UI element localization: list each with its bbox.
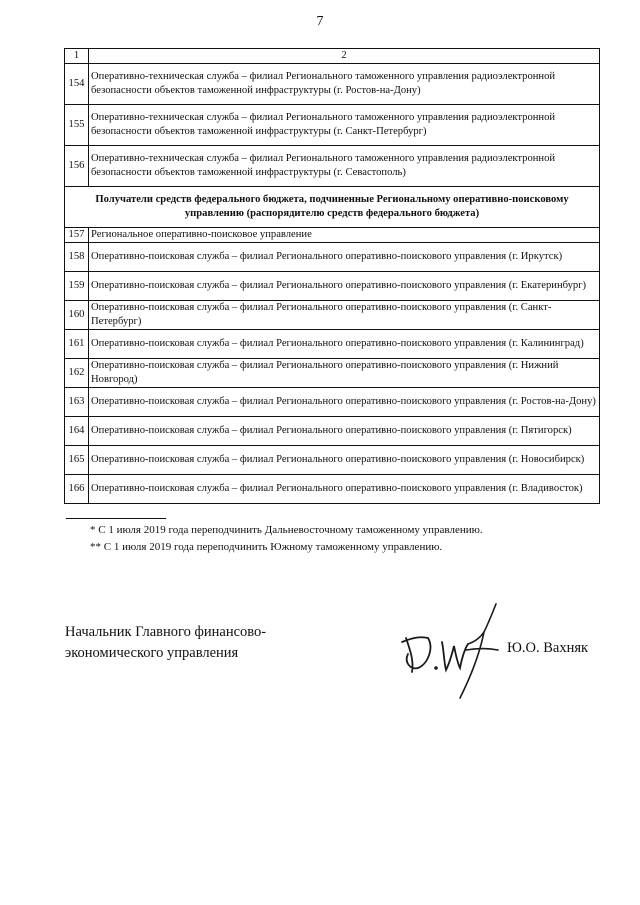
row-text: Оперативно-техническая служба – филиал Регионального таможенного управления радиоэлектронной безопасности объектов таможенной инфраструктуры (г. Ростов-на-Дону) (89, 64, 600, 105)
table-row (65, 228, 600, 243)
table-row (65, 301, 600, 330)
row-number: 161 (65, 330, 89, 359)
table-row (65, 417, 600, 446)
table-row (65, 146, 600, 187)
table-row (65, 64, 600, 105)
footnote-2: ** С 1 июля 2019 года переподчинить Южному таможенному управлению. (90, 541, 443, 553)
row-text: Оперативно-поисковая служба – филиал Регионального оперативно-поискового управления (г. Ростов-на-Дону) (89, 388, 600, 417)
row-number: 155 (65, 105, 89, 146)
signatory-title-line-1: Начальник Главного финансово- (65, 624, 267, 640)
row-number: 158 (65, 243, 89, 272)
page-number: 7 (316, 14, 324, 29)
table-row (65, 272, 600, 301)
handwritten-signature (388, 598, 508, 708)
row-text: Оперативно-поисковая служба – филиал Регионального оперативно-поискового управления (г. Иркутск) (89, 243, 600, 272)
row-text: Оперативно-поисковая служба – филиал Регионального оперативно-поискового управления (г. Владивосток) (89, 475, 600, 504)
section-heading-row (65, 187, 600, 228)
row-number: 165 (65, 446, 89, 475)
row-text: Региональное оперативно-поисковое управление (89, 228, 600, 243)
row-number: 159 (65, 272, 89, 301)
footnote-divider (66, 518, 166, 519)
footnotes (64, 518, 600, 556)
signatory-title-line-2: экономического управления (65, 645, 239, 661)
signatory-title (65, 622, 266, 664)
row-text: Оперативно-поисковая служба – филиал Регионального оперативно-поискового управления (г. Пятигорск) (89, 417, 600, 446)
row-text: Оперативно-поисковая служба – филиал Регионального оперативно-поискового управления (г. Екатеринбург) (89, 272, 600, 301)
row-text: Оперативно-поисковая служба – филиал Регионального оперативно-поискового управления (г. Санкт-Петербург) (89, 301, 600, 330)
row-text: Оперативно-поисковая служба – филиал Регионального оперативно-поискового управления (г. Новосибирск) (89, 446, 600, 475)
row-number: 164 (65, 417, 89, 446)
row-number: 166 (65, 475, 89, 504)
recipients-table (64, 48, 600, 504)
table-row (65, 105, 600, 146)
table-row (65, 330, 600, 359)
signatory-name: Ю.О. Вахняк (507, 640, 589, 656)
table-row (65, 475, 600, 504)
column-header-1: 1 (65, 49, 89, 64)
row-number: 154 (65, 64, 89, 105)
row-number: 157 (65, 228, 89, 243)
row-number: 160 (65, 301, 89, 330)
table-row (65, 388, 600, 417)
footnote-1: * С 1 июля 2019 года переподчинить Дальневосточному таможенному управлению. (90, 524, 483, 536)
column-header-2: 2 (89, 49, 600, 64)
section-heading: Получатели средств федерального бюджета, подчиненные Региональному оперативно-поисковому управлению (распорядителю средств федерального бюджета) (65, 187, 600, 228)
table-row (65, 243, 600, 272)
row-number: 156 (65, 146, 89, 187)
row-text: Оперативно-техническая служба – филиал Регионального таможенного управления радиоэлектронной безопасности объектов таможенной инфраструктуры (г. Севастополь) (89, 146, 600, 187)
row-text: Оперативно-техническая служба – филиал Регионального таможенного управления радиоэлектронной безопасности объектов таможенной инфраструктуры (г. Санкт-Петербург) (89, 105, 600, 146)
row-text: Оперативно-поисковая служба – филиал Регионального оперативно-поискового управления (г. Калининград) (89, 330, 600, 359)
row-text: Оперативно-поисковая служба – филиал Регионального оперативно-поискового управления (г. Нижний Новгород) (89, 359, 600, 388)
row-number: 163 (65, 388, 89, 417)
row-number: 162 (65, 359, 89, 388)
table-row (65, 446, 600, 475)
table-row (65, 359, 600, 388)
table-header-row (65, 49, 600, 64)
